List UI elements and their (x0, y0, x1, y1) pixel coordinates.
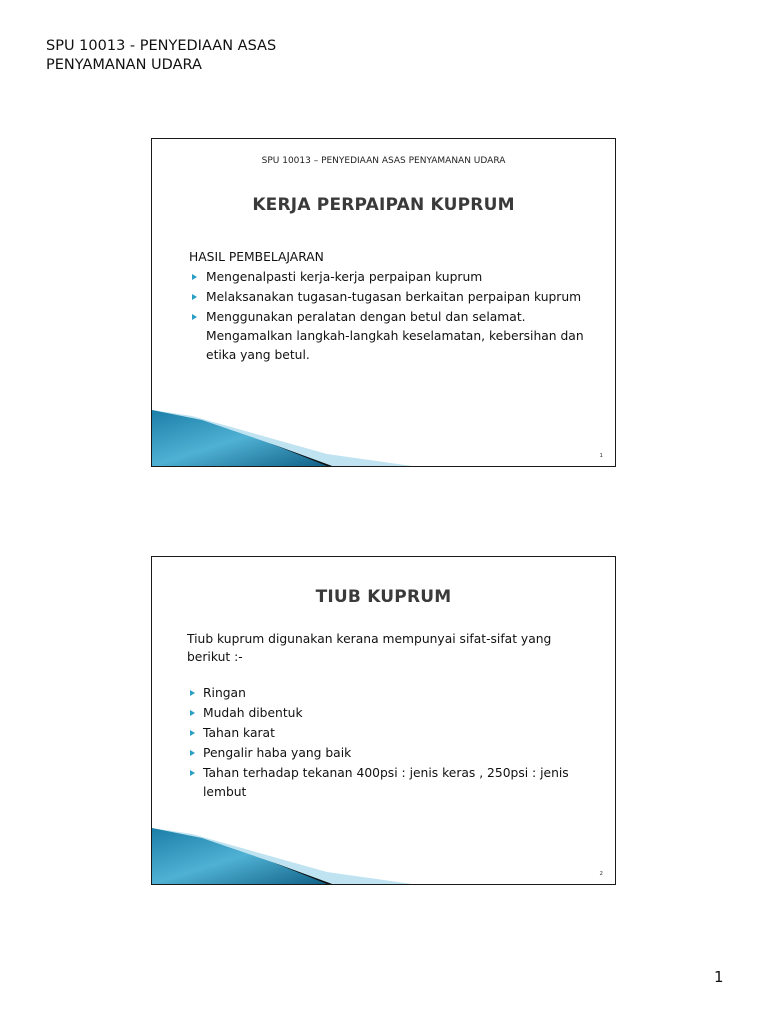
triangle-bullet-icon (192, 294, 197, 300)
list-item-text: Mudah dibentuk (203, 706, 303, 720)
triangle-bullet-icon (190, 770, 195, 776)
triangle-bullet-icon (190, 730, 195, 736)
slide-number: 1 (599, 453, 603, 459)
triangle-bullet-icon (190, 710, 195, 716)
slide-1 (151, 138, 616, 467)
list-item-text: Ringan (203, 686, 246, 700)
section-label: HASIL PEMBELAJARAN (189, 250, 324, 264)
slide-subheader: SPU 10013 – PENYEDIAAN ASAS PENYAMANAN UDARA (261, 156, 506, 166)
list-item-text: Menggunakan peralatan dengan betul dan selamat. Mengamalkan langkah-langkah keselamatan, kebersihan dan etika yang betul. (206, 310, 584, 362)
slide-number: 2 (599, 871, 603, 877)
page-number: 1 (714, 968, 724, 986)
page-header-line-2: PENYAMANAN UDARA (46, 57, 202, 73)
triangle-bullet-icon (192, 274, 197, 280)
list-item-text: Mengenalpasti kerja-kerja perpaipan kuprum (206, 270, 483, 284)
list-item-text: Melaksanakan tugasan-tugasan berkaitan perpaipan kuprum (206, 290, 582, 304)
list-item (189, 764, 591, 802)
triangle-bullet-icon (190, 750, 195, 756)
slide-2 (151, 556, 616, 885)
list-item (189, 704, 591, 723)
slide-body (189, 248, 591, 366)
slide-title: TIUB KUPRUM (315, 587, 452, 607)
slide-title: KERJA PERPAIPAN KUPRUM (252, 195, 515, 215)
slide-footer-wave-graphic (152, 828, 615, 884)
slide-footer-wave-graphic (152, 410, 615, 466)
list-item (189, 684, 591, 703)
list-item (189, 268, 591, 287)
intro-paragraph: Tiub kuprum digunakan kerana mempunyai sifat-sifat yang berikut :- (187, 632, 552, 664)
bullet-list (189, 268, 591, 365)
bullet-list (189, 684, 591, 802)
page-header (46, 37, 276, 75)
list-item-text: Pengalir haba yang baik (203, 746, 352, 760)
triangle-bullet-icon (192, 314, 197, 320)
list-item (189, 744, 591, 763)
list-item-text: Tahan karat (203, 726, 275, 740)
list-item (189, 724, 591, 743)
list-item-text: Tahan terhadap tekanan 400psi : jenis keras , 250psi : jenis lembut (203, 766, 569, 799)
slide-body (189, 630, 591, 803)
list-item (189, 308, 591, 365)
page-header-line-1: SPU 10013 - PENYEDIAAN ASAS (46, 38, 277, 54)
triangle-bullet-icon (190, 690, 195, 696)
list-item (189, 288, 591, 307)
